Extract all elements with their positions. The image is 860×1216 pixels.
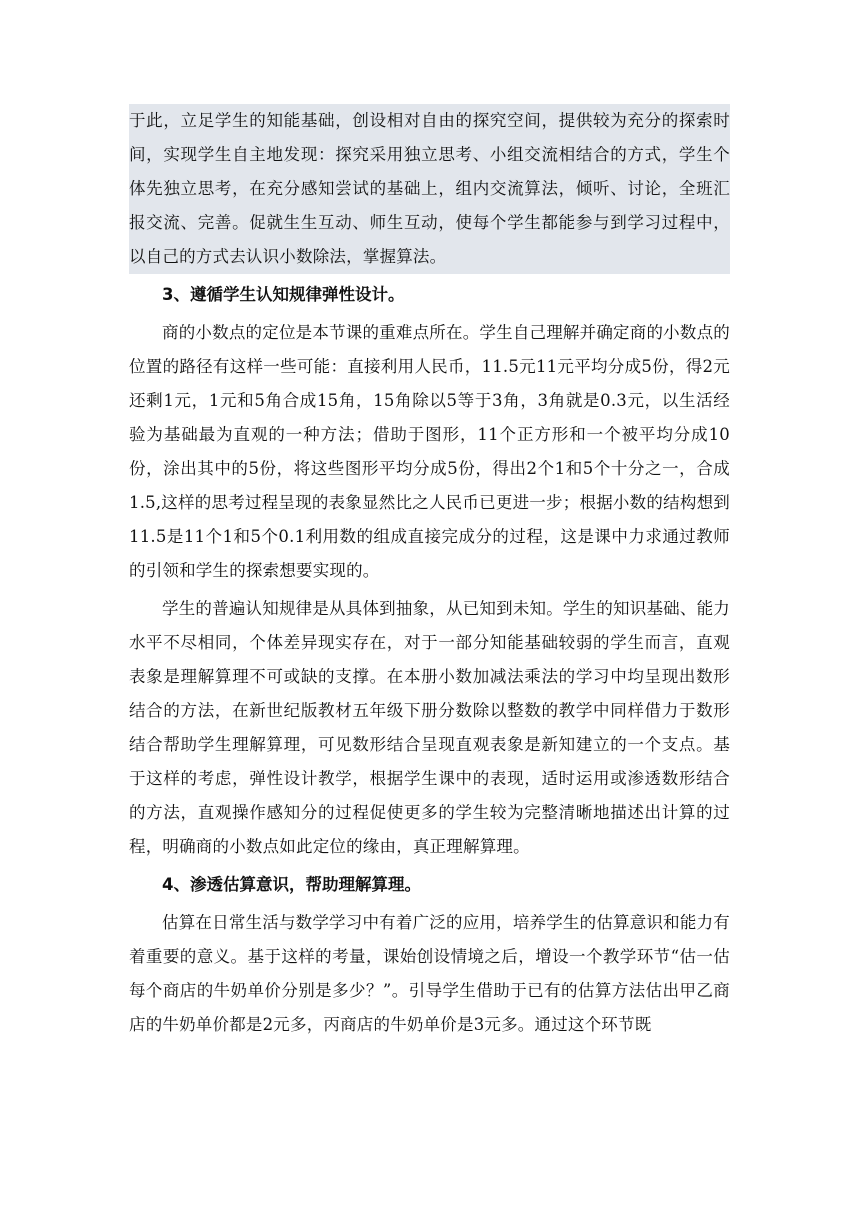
document-page bbox=[129, 104, 730, 1042]
paragraph-cognitive-rule: 学生的普遍认知规律是从具体到抽象，从已知到未知。学生的知识基础、能力水平不尽相同，个体差异现实存在，对于一部分知能基础较弱的学生而言，直观表象是理解算理不可或缺的支撑。在本册小数加减法乘法的学习中均呈现出数形结合的方法，在新世纪版教材五年级下册分数除以整数的教学中同样借力于数形结合帮助学生理解算理，可见数形结合呈现直观表象是新知建立的一个支点。基于这样的考虑，弹性设计教学，根据学生课中的表现，适时运用或渗透数形结合的方法，直观操作感知分的过程促使更多的学生较为完整清晰地描述出计算的过程，明确商的小数点如此定位的缘由，真正理解算理。 bbox=[129, 599, 730, 856]
section-heading-4: 4、渗透估算意识，帮助理解算理。 bbox=[162, 875, 421, 894]
section-heading-3: 3、遵循学生认知规律弹性设计。 bbox=[162, 285, 405, 304]
paragraph-estimation: 估算在日常生活与数学学习中有着广泛的应用，培养学生的估算意识和能力有着重要的意义。基于这样的考量，课始创设情境之后，增设一个教学环节“估一估每个商店的牛奶单价分别是多少？”。引导学生借助于已有的估算方法估出甲乙商店的牛奶单价都是2元多，丙商店的牛奶单价是3元多。通过这个环节既 bbox=[129, 913, 730, 1034]
paragraph-continued: 于此，立足学生的知能基础，创设相对自由的探究空间，提供较为充分的探索时间，实现学生自主地发现：探究采用独立思考、小组交流相结合的方式，学生个体先独立思考，在充分感知尝试的基础上，组内交流算法，倾听、讨论，全班汇报交流、完善。促就生生互动、师生互动，使每个学生都能参与到学习过程中，以自己的方式去认识小数除法，掌握算法。 bbox=[129, 104, 730, 274]
paragraph-decimal-point: 商的小数点的定位是本节课的重难点所在。学生自己理解并确定商的小数点的位置的路径有这样一些可能：直接利用人民币，11.5元11元平均分成5份，得2元还剩1元，1元和5角合成15角，15角除以5等于3角，3角就是0.3元，以生活经验为基础最为直观的一种方法；借助于图形，11个正方形和一个被平均分成10份，涂出其中的5份，将这些图形平均分成5份，得出2个1和5个十分之一，合成1.5,这样的思考过程呈现的表象显然比之人民币已更进一步；根据小数的结构想到11.5是11个1和5个0.1利用数的组成直接完成分的过程，这是课中力求通过教师的引领和学生的探索想要实现的。 bbox=[129, 323, 730, 580]
